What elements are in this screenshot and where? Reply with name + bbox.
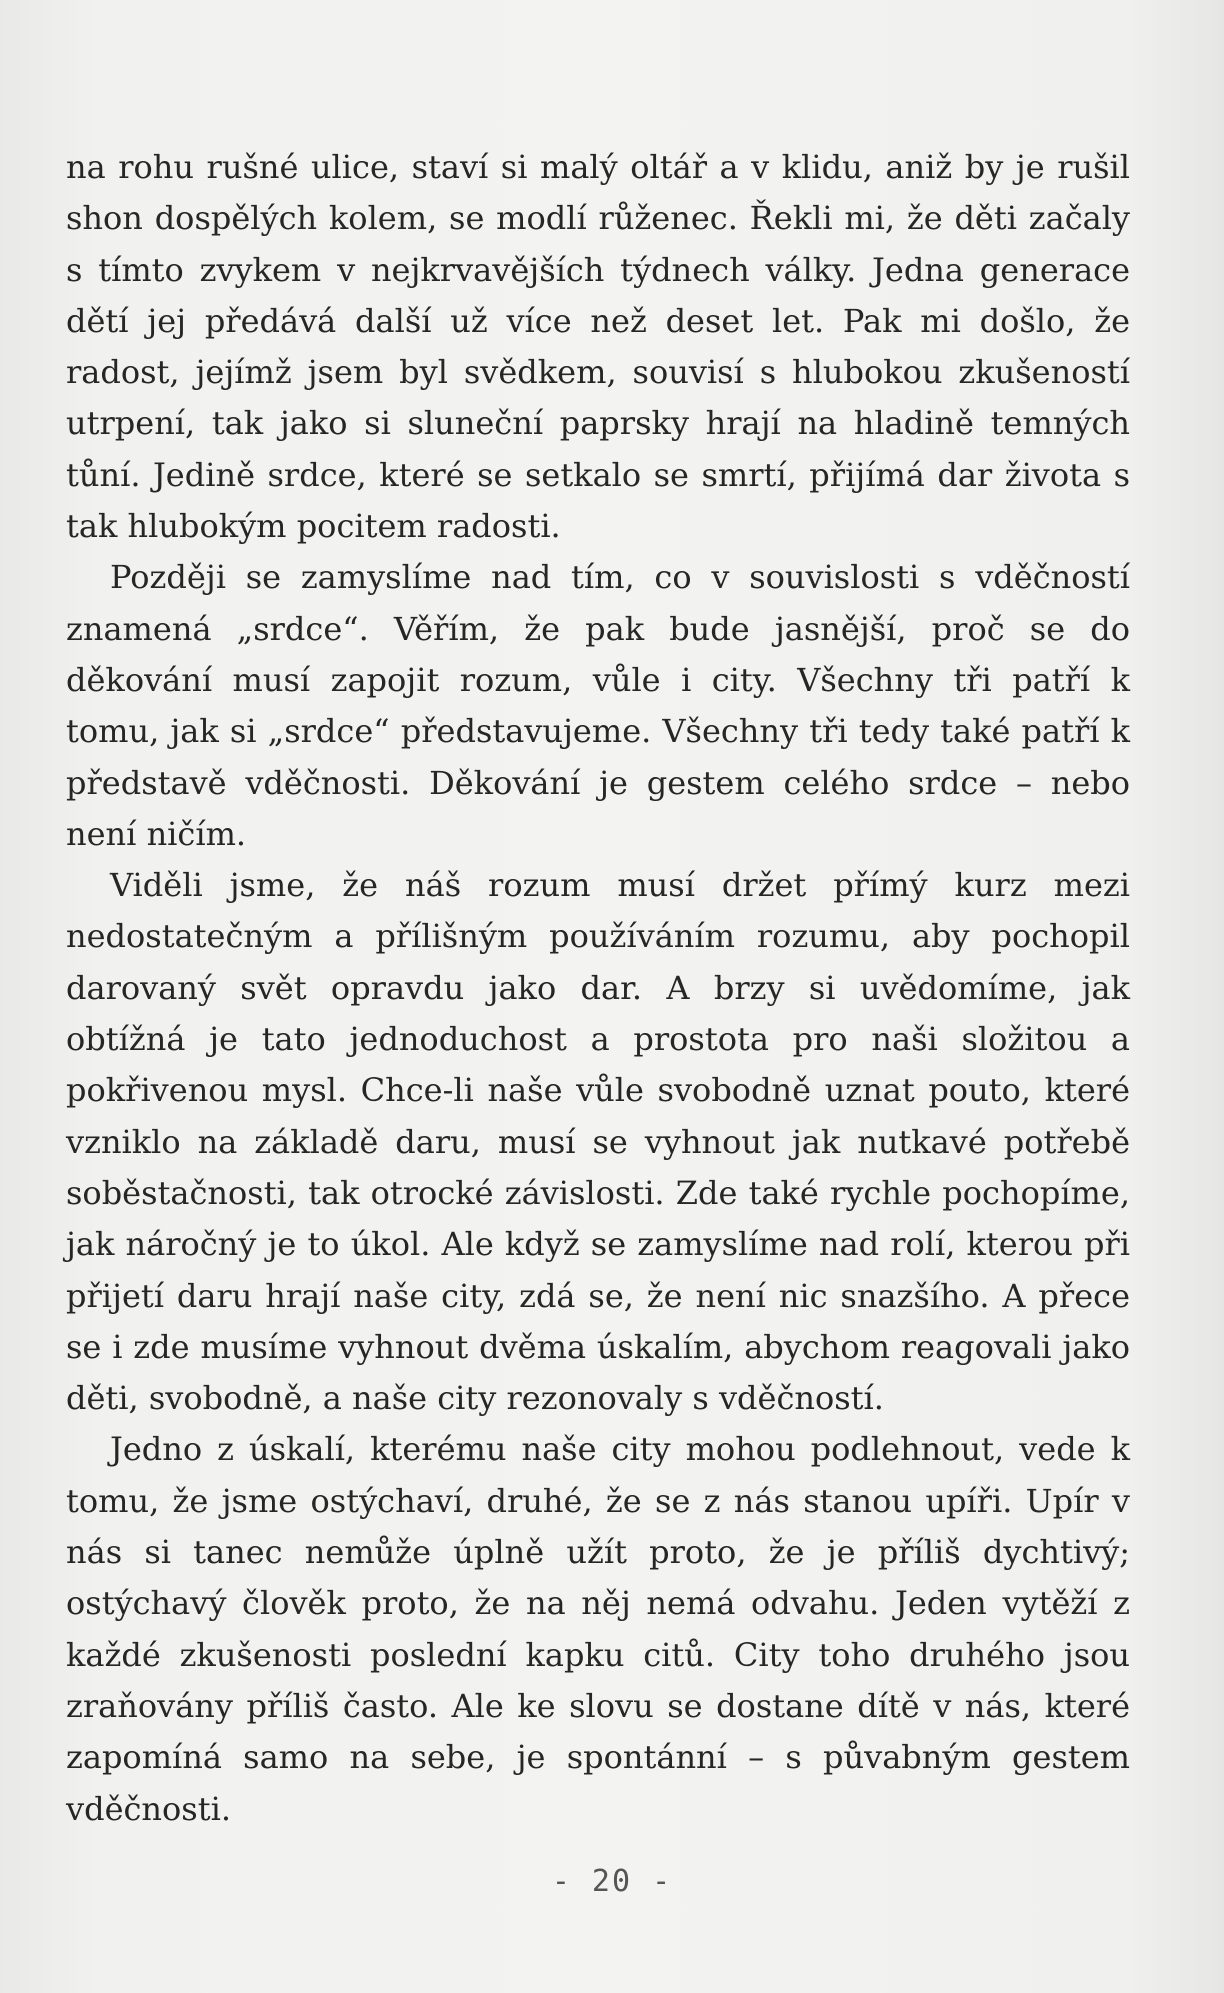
page-number: - 20 -: [551, 1864, 673, 1899]
paragraph-4: Jedno z úskalí, kterému naše city mohou podlehnout, vede k tomu, že jsme ostýchaví, druhé, že se z nás stanou upíři. Upír v nás si tanec nemůže úplně užít proto, že je příliš dychtivý; ostýchavý člověk proto, že na něj nemá odvahu. Jeden vytěží z každé zkušenosti poslední kapku citů. City toho druhého jsou zraňovány příliš často. Ale ke slovu se dostane dítě v nás, které zapomíná samo na sebe, je spontánní – s půvabným gestem vděčnosti.: [66, 1430, 1130, 1828]
paragraph-3: Viděli jsme, že náš rozum musí držet přímý kurz mezi nedostatečným a přílišným používáním rozumu, aby pochopil darovaný svět opravdu jako dar. A brzy si uvědomíme, jak obtížná je tato jednoduchost a prostota pro naši složitou a pokřivenou mysl. Chce-li naše vůle svobodně uznat pouto, které vzniklo na základě daru, musí se vyhnout jak nutkavé potřebě soběstačnosti, tak otrocké závislosti. Zde také rychle pochopíme, jak náročný je to úkol. Ale když se zamyslíme nad rolí, kterou při přijetí daru hrají naše city, zdá se, že není nic snazšího. A přece se i zde musíme vyhnout dvěma úskalím, abychom reagovali jako děti, svobodně, a naše city rezonovaly s vděčností.: [66, 866, 1130, 1418]
body-text: [66, 142, 1130, 1835]
paragraph-2: Později se zamyslíme nad tím, co v souvislosti s vděčností znamená „srdce“. Věřím, že pak bude jasnější, proč se do děkování musí zapojit rozum, vůle i city. Všechny tři patří k tomu, jak si „srdce“ představujeme. Všechny tři tedy také patří k představě vděčnosti. Děkování je gestem celého srdce – nebo není ničím.: [66, 558, 1130, 853]
paragraph-1: na rohu rušné ulice, staví si malý oltář a v klidu, aniž by je rušil shon dospělých kolem, se modlí růženec. Řekli mi, že děti začaly s tímto zvykem v nejkrvavějších týdnech války. Jedna generace dětí jej předává další už více než deset let. Pak mi došlo, že radost, jejímž jsem byl svědkem, souvisí s hlubokou zkušeností utrpení, tak jako si sluneční paprsky hrají na hladině temných tůní. Jedině srdce, které se setkalo se smrtí, přijímá dar života s tak hlubokým pocitem radosti.: [66, 148, 1130, 546]
